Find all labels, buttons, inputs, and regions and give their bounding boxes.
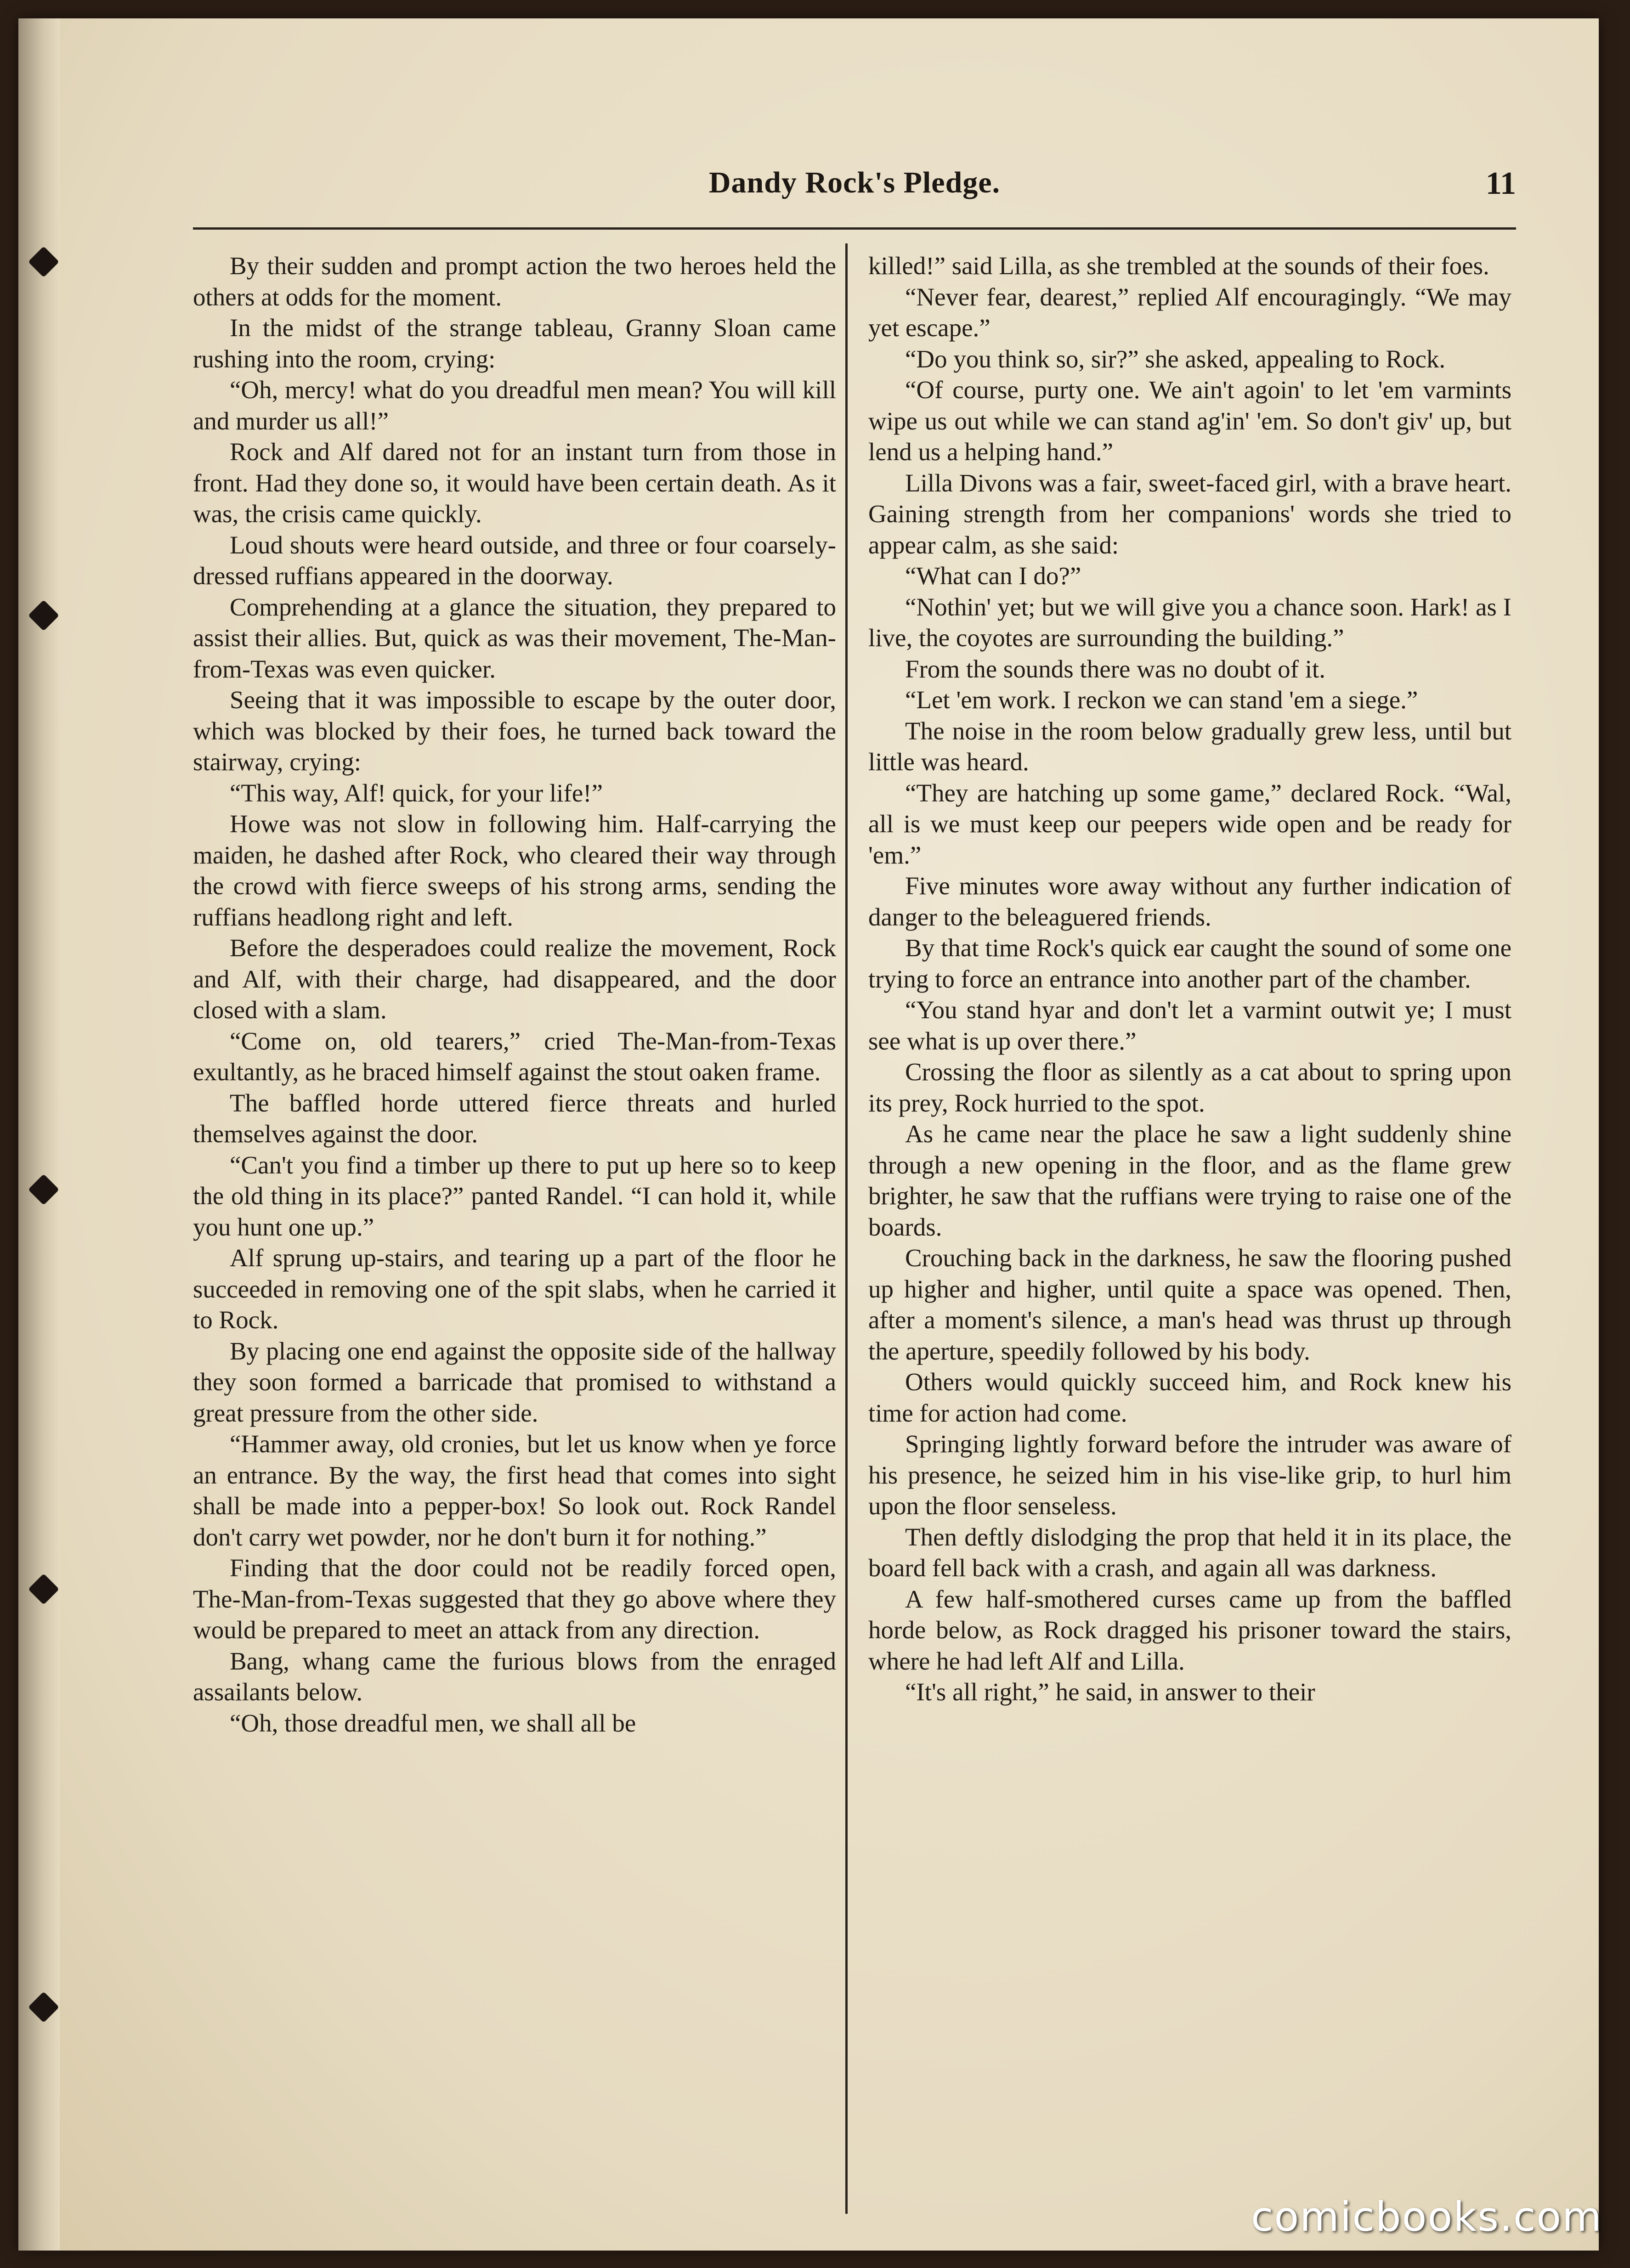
paragraph: “Do you think so, sir?” she asked, appealing to Rock. [905,344,1446,373]
paragraph: Bang, whang came the furious blows from the enraged assailants below. [193,1647,836,1706]
paragraph: “Oh, those dreadful men, we shall all be [230,1709,636,1737]
paragraph: Rock and Alf dared not for an instant turn from those in front. Had they done so, it would have been certain death. As it was, the crisis came quickly. [193,438,836,528]
paragraph: The noise in the room below gradually grew less, until but little was heard. [868,717,1511,776]
paragraph: “Can't you find a timber up there to put up here so to keep the old thing in its place?” panted Randel. “I can hold it, while you hunt one up.” [193,1151,836,1241]
paragraph: “Nothin' yet; but we will give you a chance soon. Hark! as I live, the coyotes are surrounding the building.” [868,592,1511,652]
paragraph: “What can I do?” [905,562,1081,590]
paragraph: “It's all right,” he said, in answer to their [905,1678,1315,1706]
paragraph: “Never fear, dearest,” replied Alf encouragingly. “We may yet escape.” [868,282,1511,342]
paragraph: By placing one end against the opposite side of the hallway they soon formed a barricade that promised to withstand a great pressure from the other side. [193,1337,836,1427]
paragraph: Comprehending at a glance the situation, they prepared to assist their allies. But, quick as was their movement, The-Man-from-Texas was even quicker. [193,592,836,683]
paragraph: Seeing that it was impossible to escape by the outer door, which was blocked by their foes, he turned back toward the stairway, crying: [193,686,836,776]
paragraph: Loud shouts were heard outside, and three or four coarsely-dressed ruffians appeared in the doorway. [193,530,836,590]
paragraph: Finding that the door could not be readily forced open, The-Man-from-Texas suggested that they go above where they would be prepared to meet an attack from any direction. [193,1554,836,1644]
binding-spine [18,18,60,2251]
header-rule [193,227,1516,230]
paragraph: A few half-smothered curses came up from the baffled horde below, as Rock dragged his prisoner toward the stairs, where he had left Alf and Lilla. [868,1585,1511,1675]
text-column-right [868,250,1511,1708]
text-column-left [193,250,836,1738]
paragraph: “They are hatching up some game,” declared Rock. “Wal, all is we must keep our peepers wide open and be ready for 'em.” [868,779,1511,869]
paragraph: Lilla Divons was a fair, sweet-faced girl, with a brave heart. Gaining strength from her companions' words she tried to appear calm, as she said: [868,468,1511,559]
paragraph: “Of course, purty one. We ain't agoin' to let 'em varmints wipe us out while we can stand ag'in' 'em. So don't giv' up, but lend us a helping hand.” [868,376,1511,466]
paragraph: “Let 'em work. I reckon we can stand 'em a siege.” [905,686,1418,714]
paragraph: Howe was not slow in following him. Half-carrying the maiden, he dashed after Rock, who cleared their way through the crowd with fierce sweeps of his strong arms, sending the ruffians headlong right and left. [193,810,836,931]
paragraph: By their sudden and prompt action the two heroes held the others at odds for the moment. [193,252,836,311]
paragraph: killed!” said Lilla, as she trembled at the sounds of their foes. [868,252,1489,280]
paragraph: In the midst of the strange tableau, Granny Sloan came rushing into the room, crying: [193,314,836,373]
paragraph: “Come on, old tearers,” cried The-Man-from-Texas exultantly, as he braced himself against the stout oaken frame. [193,1027,836,1086]
paragraph: By that time Rock's quick ear caught the sound of some one trying to force an entrance into another part of the chamber. [868,934,1511,993]
watermark: comicbooks.com [1251,2193,1602,2240]
book-page [18,18,1599,2251]
paragraph: The baffled horde uttered fierce threats and hurled themselves against the door. [193,1089,836,1148]
paragraph: Five minutes wore away without any further indication of danger to the beleaguered friends. [868,872,1511,931]
paragraph: “You stand hyar and don't let a varmint outwit ye; I must see what is up over there.” [868,996,1511,1055]
paragraph: Before the desperadoes could realize the movement, Rock and Alf, with their charge, had disappeared, and the door closed with a slam. [193,934,836,1024]
paragraph: Crouching back in the darkness, he saw the flooring pushed up higher and higher, until quite a space was opened. Then, after a moment's silence, a man's head was thrust up through the aperture, speedily followed by his body. [868,1244,1511,1365]
column-divider [845,243,848,2214]
paragraph: Others would quickly succeed him, and Rock knew his time for action had come. [868,1368,1511,1427]
paragraph: As he came near the place he saw a light suddenly shine through a new opening in the floor, and as the flame grew brighter, he saw that the ruffians were trying to raise one of the boards. [868,1120,1511,1241]
paragraph: “Hammer away, old cronies, but let us know when ye force an entrance. By the way, the first head that comes into sight shall be made into a pepper-box! So look out. Rock Randel don't carry wet powder, nor he don't burn it for nothing.” [193,1430,836,1551]
paragraph: “Oh, mercy! what do you dreadful men mean? You will kill and murder us all!” [193,376,836,435]
paragraph: Then deftly dislodging the prop that held it in its place, the board fell back with a crash, and again all was darkness. [868,1523,1511,1582]
paragraph: Springing lightly forward before the intruder was aware of his presence, he seized him in his vise-like grip, to hurl him upon the floor senseless. [868,1430,1511,1520]
paragraph: Alf sprung up-stairs, and tearing up a part of the floor he succeeded in removing one of the spit slabs, when he carried it to Rock. [193,1244,836,1334]
running-header [193,165,1516,211]
paragraph: From the sounds there was no doubt of it. [905,654,1326,683]
running-title: Dandy Rock's Pledge. [708,166,1001,199]
paragraph: “This way, Alf! quick, for your life!” [230,779,603,807]
page-number: 11 [1485,166,1516,201]
paragraph: Crossing the floor as silently as a cat about to spring upon its prey, Rock hurried to the spot. [868,1058,1511,1117]
